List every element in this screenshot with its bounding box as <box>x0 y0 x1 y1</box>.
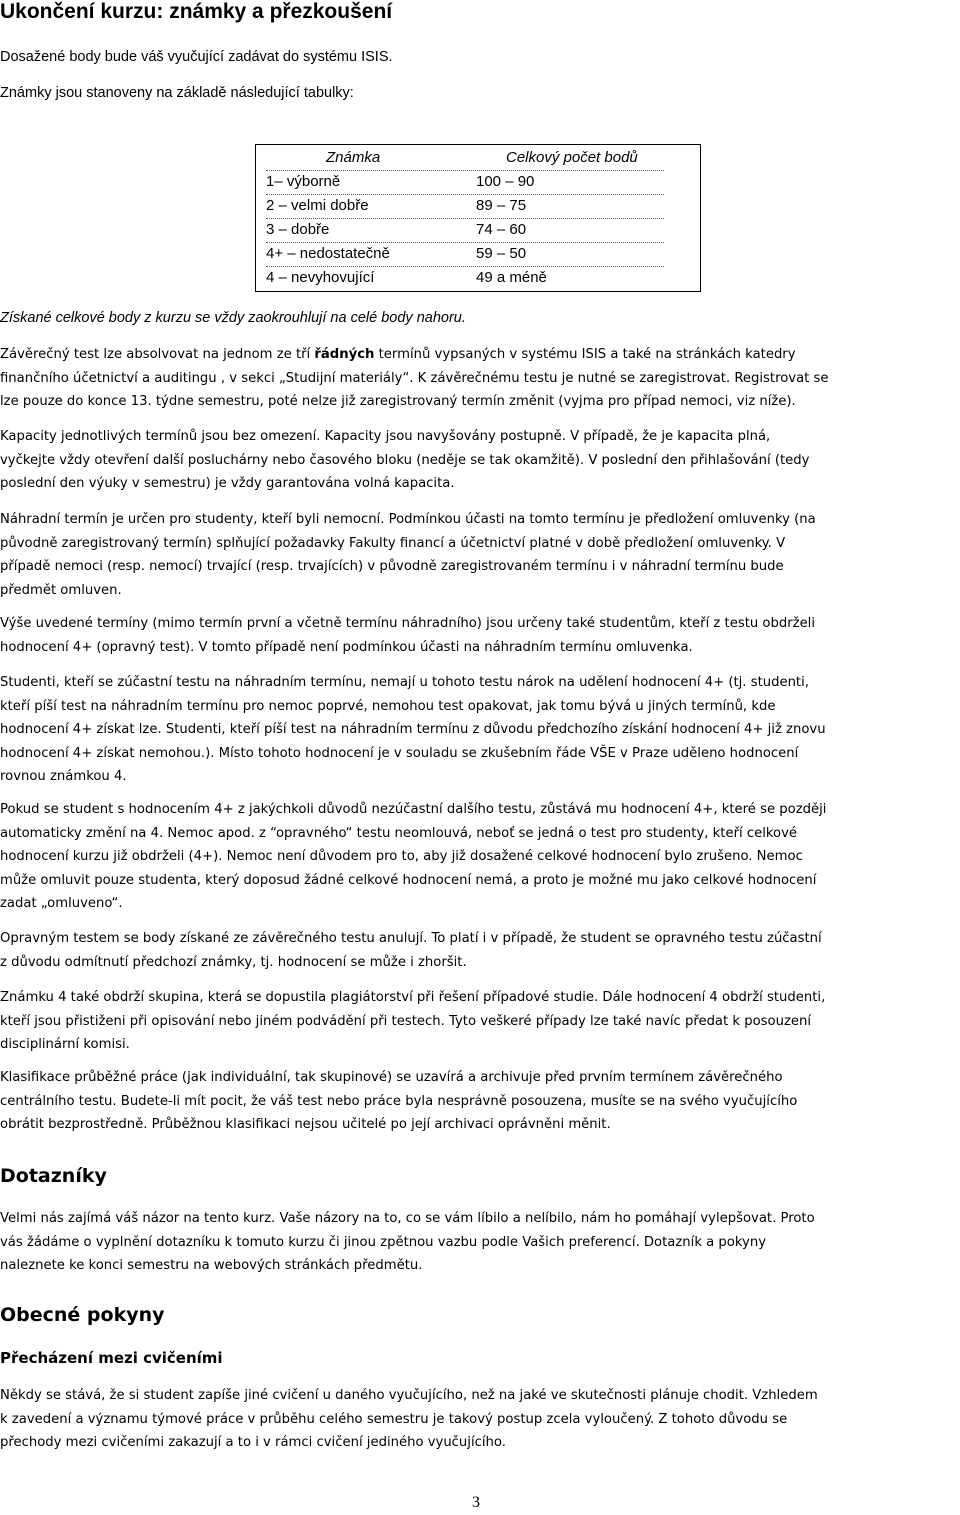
paragraph-questionnaires <box>0 1207 958 1278</box>
paragraph-line: hodnocení kurzu již obdrželi (4+). Nemoc není důvodem pro to, aby již dosažené celkové hodnocení bylo zrušeno. Nemoc <box>0 849 803 864</box>
paragraph-line: Studenti, kteří se zúčastní testu na náhradním termínu, nemají u tohoto testu nárok na udělení hodnocení 4+ (tj. studenti, <box>0 675 809 690</box>
paragraph-line: rovnou známkou 4. <box>0 769 127 784</box>
header-divider <box>266 170 664 171</box>
page-title: Ukončení kurzu: známky a přezkoušení <box>0 0 393 23</box>
rounding-note: Získané celkové body z kurzu se vždy zaokrouhlují na celé body nahoru. <box>0 310 466 326</box>
paragraph-line: Kapacity jednotlivých termínů jsou bez omezení. Kapacity jsou navyšovány postupně. V případě, že je kapacita plná, <box>0 429 771 444</box>
paragraph-line: poslední den výuky v semestru) je vždy garantována volná kapacita. <box>0 476 455 491</box>
paragraph-makeup-term <box>0 508 958 602</box>
paragraph-line: k zavedení a významu týmové práce v průběhu celého semestru je takový postup zcela vyloučený. Z tohoto důvodu se <box>0 1411 788 1427</box>
points-cell: 59 – 50 <box>476 245 527 262</box>
paragraph-line: automaticky změní na 4. Nemoc apod. z “opravného“ testu neomlouvá, neboť se jedná o test pro studenty, kteří celkové <box>0 825 798 841</box>
paragraph-line: původně zaregistrovaný termín) splňující požadavky Fakulty financí a účetnictví platné v době předložení omluvenky. V <box>0 535 786 551</box>
paragraph-line: Závěrečný test lze absolvovat na jednom ze tří řádných termínů vypsaných v systému ISIS a také na stránkách katedry <box>0 347 796 362</box>
table-row <box>266 269 660 291</box>
grade-cell: 4+ – nedostatečně <box>266 245 390 262</box>
subheading-switching: Přecházení mezi cvičeními <box>0 1349 223 1367</box>
paragraph-line: disciplinární komisi. <box>0 1037 130 1052</box>
paragraph-line: hodnocení 4+ získat lze. Studenti, kteří píší test na náhradním termínu z důvodu předchozího získání hodnocení 4+ již znovu <box>0 722 826 737</box>
points-cell: 89 – 75 <box>476 197 527 214</box>
paragraph-line: Známku 4 také obdrží skupina, která se dopustila plagiátorství při řešení případové studie. Dále hodnocení 4 obdrží studenti, <box>0 990 826 1005</box>
points-cell: 74 – 60 <box>476 221 527 238</box>
intro-line-2: Známky jsou stanoveny na základě následující tabulky: <box>0 85 354 101</box>
paragraph-line: kteří jsou přistiženi při opisování nebo jiném podvádění při testech. Tyto veškeré případy lze také navíc předat k posouzení <box>0 1013 812 1029</box>
points-cell: 49 a méně <box>476 269 547 286</box>
paragraph-line: vás žádáme o vyplnění dotazníku k tomuto kurzu či jinou zpětnou vazbu podle Vašich preferencí. Dotazník a pokyny <box>0 1234 766 1250</box>
row-divider <box>266 218 664 219</box>
paragraph-line: předmět omluven. <box>0 582 122 598</box>
paragraph-capacity <box>0 425 958 496</box>
paragraph-line: vyčkejte vždy otevření další posluchárny nebo časového bloku (neděje se tak okamžitě). V poslední den přihlašování (tedy <box>0 452 810 468</box>
grade-cell: 2 – velmi dobře <box>266 197 369 214</box>
row-divider <box>266 194 664 195</box>
row-divider <box>266 266 664 267</box>
grade-cell: 1– výborně <box>266 173 341 190</box>
paragraph-grade-4plus <box>0 798 958 916</box>
paragraph-line: Někdy se stává, že si student zapíše jiné cvičení u daného vyučujícího, než na jaké ve skutečnosti plánuje chodit. Vzhledem <box>0 1388 818 1403</box>
row-divider <box>266 242 664 243</box>
grade-cell: 3 – dobře <box>266 221 330 238</box>
paragraph-line: přechody mezi cvičeními zakazují a to i v rámci cvičení jediného vyučujícího. <box>0 1435 506 1450</box>
paragraph-line: kteří píší test na náhradním termínu pro nemoc poprvé, nemohou test opakovat, jak tomu bývá u jiných termínů, kde <box>0 698 776 714</box>
points-cell: 100 – 90 <box>476 173 535 190</box>
paragraph-line: hodnocení 4+ (opravný test). V tomto případě není podmínkou účasti na náhradním termínu omluvenka. <box>0 639 693 655</box>
table-row <box>266 197 660 219</box>
paragraph-line: Klasifikace průběžné práce (jak individuální, tak skupinové) se uzavírá a archivuje před prvním termínem závěrečného <box>0 1070 783 1085</box>
heading-general: Obecné pokyny <box>0 1304 165 1326</box>
paragraph-plagiarism <box>0 986 958 1057</box>
paragraph-line: zadat „omluveno“. <box>0 896 123 911</box>
paragraph-retake-terms <box>0 612 958 659</box>
table-row <box>266 245 660 267</box>
paragraph-retake-cancel <box>0 927 958 974</box>
paragraph-line: naleznete ke konci semestru na webových stránkách předmětu. <box>0 1258 423 1273</box>
paragraph-line: centrálního testu. Budete-li mít pocit, že váš test nebo práce byla nesprávně posouzena, musíte se na svého vyučujícího <box>0 1093 798 1109</box>
paragraph-line: lze pouze do konce 13. týdne semestru, poté nelze již zaregistrovaný termín změnit (vyjma pro případ nemoci, viz níže). <box>0 394 796 409</box>
paragraph-line: Opravným testem se body získané ze závěrečného testu anulují. To platí i v případě, že student se opravného testu zúčastní <box>0 931 822 946</box>
paragraph-line: Pokud se student s hodnocením 4+ z jakýchkoli důvodů nezúčastní dalšího testu, zůstává mu hodnocení 4+, které se později <box>0 802 827 817</box>
grade-table-header <box>266 149 660 171</box>
table-row <box>266 173 660 195</box>
paragraph-line: může omluvit pouze studenta, který doposud žádné celkové hodnocení nemá, a proto je možné mu jako celkové hodnocení <box>0 872 817 888</box>
table-row <box>266 221 660 243</box>
paragraph-line: z důvodu odmítnutí předchozí známky, tj. hodnocení se může i zhoršit. <box>0 954 467 970</box>
paragraph-final-test <box>0 343 958 414</box>
paragraph-switching <box>0 1384 958 1455</box>
paragraph-line: obrátit bezprostředně. Průběžnou klasifikaci nejsou učitelé po její archivaci oprávněni měnit. <box>0 1117 611 1132</box>
grade-table <box>255 144 701 292</box>
paragraph-line: Velmi nás zajímá váš názor na tento kurz. Vaše názory na to, co se vám líbilo a nelíbilo, nám ho pomáhají vylepšovat. Proto <box>0 1211 815 1226</box>
paragraph-makeup-grade <box>0 671 958 789</box>
paragraph-classification <box>0 1066 958 1137</box>
paragraph-line: finančního účetnictví a auditingu , v sekci „Studijní materiály“. K závěrečnému testu je nutné se zaregistrovat. Registrovat se <box>0 370 829 386</box>
points-header: Celkový počet bodů <box>506 149 638 166</box>
grade-header: Známka <box>326 149 381 166</box>
intro-line-1: Dosažené body bude váš vyučující zadávat do systému ISIS. <box>0 49 393 65</box>
paragraph-line: Náhradní termín je určen pro studenty, kteří byli nemocní. Podmínkou účasti na tomto termínu je předložení omluvenky (na <box>0 512 816 527</box>
page-number: 3 <box>472 1494 480 1511</box>
paragraph-line: Výše uvedené termíny (mimo termín první a včetně termínu náhradního) jsou určeny také studentům, kteří z testu obdrželi <box>0 616 816 631</box>
heading-questionnaires: Dotazníky <box>0 1165 107 1187</box>
paragraph-line: hodnocení 4+ získat nemohou.). Místo tohoto hodnocení je v souladu se zkušebním řáde VŠE v Praze uděleno hodnocení <box>0 745 799 761</box>
grade-cell: 4 – nevyhovující <box>266 269 375 286</box>
paragraph-line: případě nemoci (resp. nemocí) trvající (resp. trvajících) v původně zaregistrovaném termínu i v náhradní termínu bude <box>0 559 784 574</box>
